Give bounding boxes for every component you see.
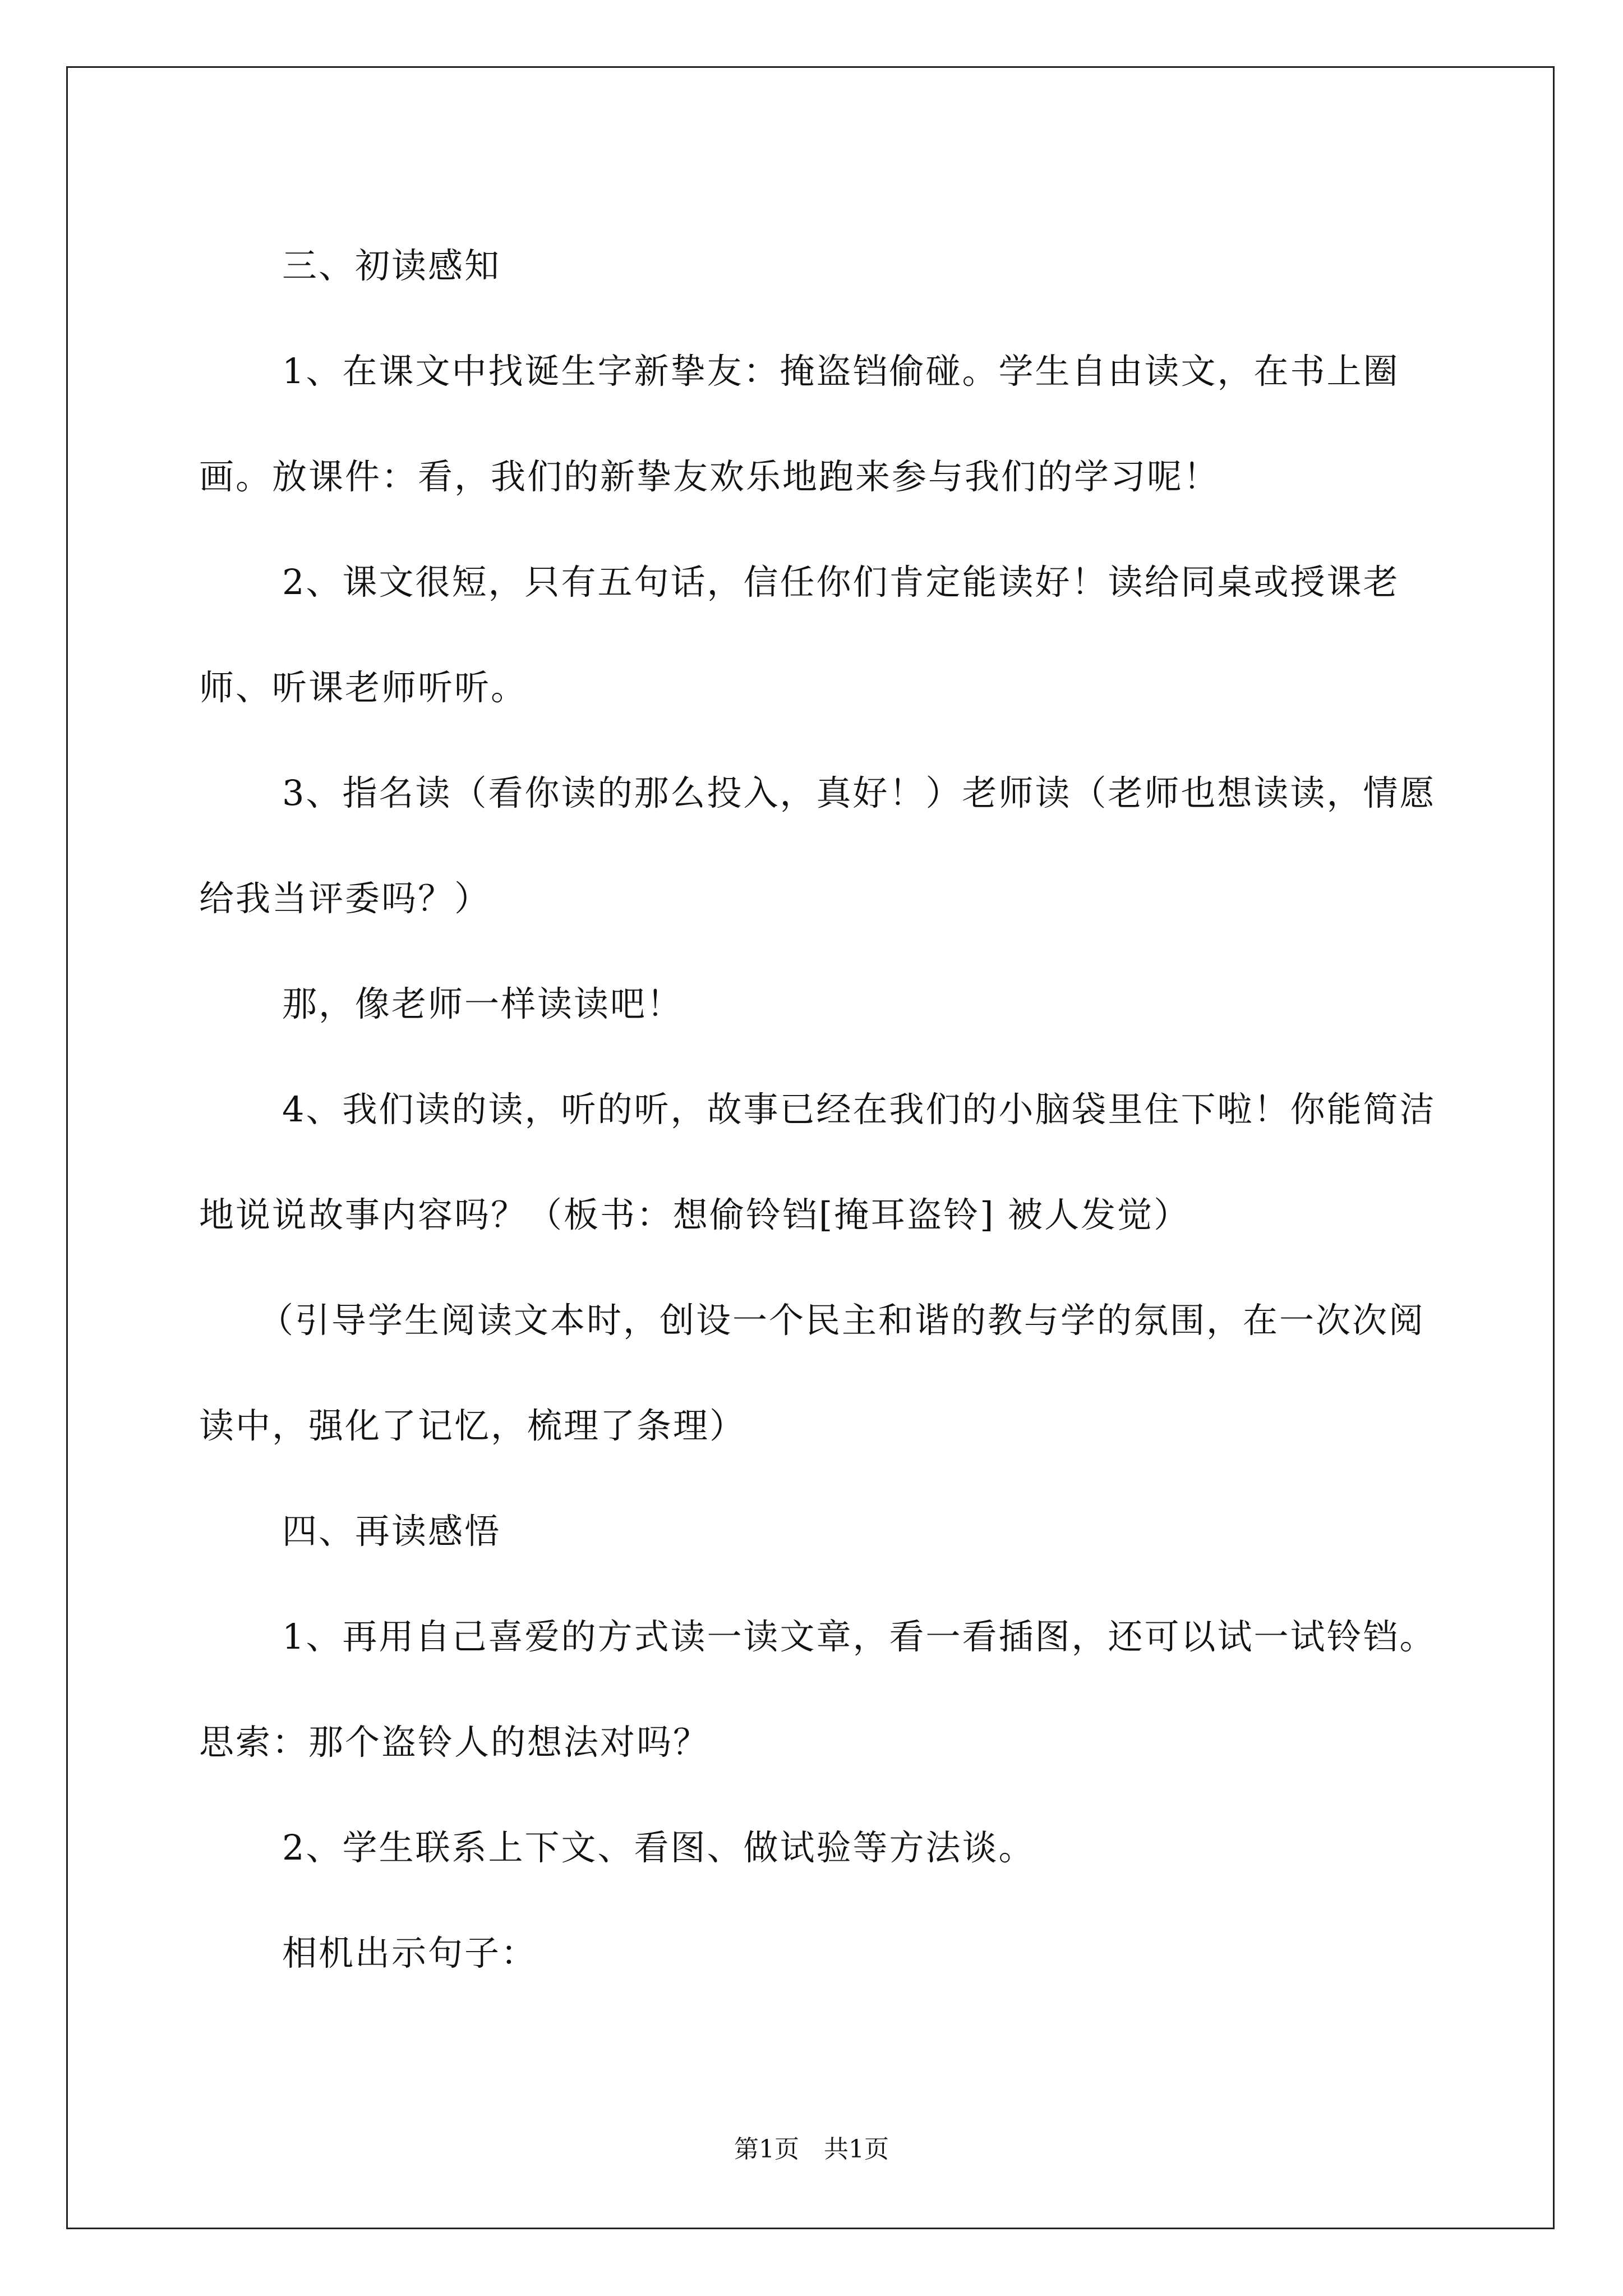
- section-heading: 四、再读感悟: [282, 1511, 501, 1552]
- paragraph: 相机出示句子：: [282, 1932, 538, 1973]
- paragraph: 3、指名读（看你读的那么投入，真好！）老师读（老师也想读读，情愿给我当评委吗？）: [199, 772, 1436, 919]
- paragraph: 2、学生联系上下文、看图、做试验等方法谈。: [282, 1827, 1035, 1868]
- note-paragraph: （引导学生阅读文本时，创设一个民主和谐的教与学的氛围，在一次次阅读中，强化了记忆，梳理了条理）: [199, 1300, 1426, 1446]
- paragraph: 那，像老师一样读读吧！: [282, 983, 684, 1024]
- page-footer: 第1页 共1页: [734, 2135, 889, 2164]
- document-body: [199, 213, 1458, 2006]
- section-heading: 三、初读感知: [282, 245, 501, 286]
- paragraph: 1、在课文中找诞生字新挚友：掩盗铛偷碰。学生自由读文，在书上圈画。放课件：看，我们的新挚友欢乐地跑来参与我们的学习呢！: [199, 351, 1400, 497]
- paragraph: 1、再用自己喜爱的方式读一读文章，看一看插图，还可以试一试铃铛。思索：那个盗铃人的想法对吗？: [199, 1616, 1436, 1763]
- paragraph: 4、我们读的读，听的听，故事已经在我们的小脑袋里住下啦！你能简洁地说说故事内容吗？（板书：想偷铃铛[掩耳盗铃] 被人发觉）: [199, 1089, 1436, 1235]
- paragraph: 2、课文很短，只有五句话，信任你们肯定能读好！读给同桌或授课老师、听课老师听听。: [199, 562, 1400, 708]
